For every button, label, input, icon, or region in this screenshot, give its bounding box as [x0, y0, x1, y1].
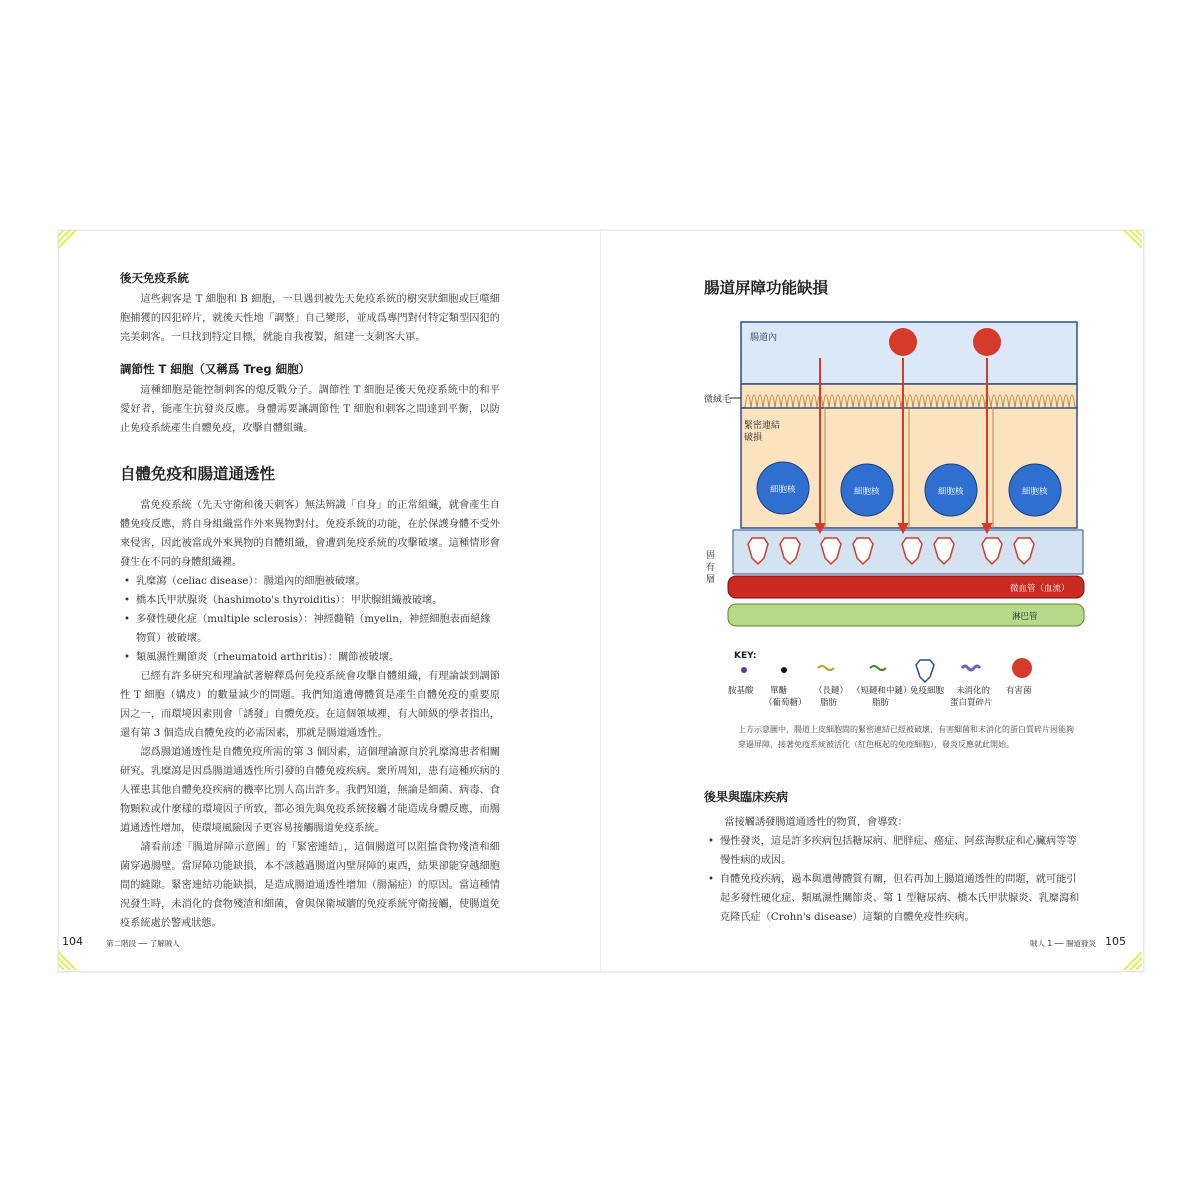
svg-text:（葡萄糖）: （葡萄糖） — [764, 698, 807, 708]
short-chain-fat-icon — [870, 666, 886, 670]
list-item: • 自體免疫疾病，過本與遺傳體質有關，但若再加上腸道通透性的問題，就可能引起多發性硬化症、類風濕性關節炎、第 1 型糖尿病、橋本氏甲狀腺炎、乳糜瀉和克隆氏症（Crohn's disease）這類的自體免疫性疾病。 — [704, 870, 1084, 927]
paragraph-autoimmune-intro: 當免疫系統（先天守衛和後天刺客）無法辨識「自身」的正常組織，就會產生自體免疫反應，將自身組織當作外來異物對付。免疫系統的功能，在於保護身體不受外來侵害，因此被當成外來異物的自體組織，會遭到免疫系統的攻擊破壞。這種情形會發生在不同的身體組織裡。 — [120, 500, 500, 568]
running-head-right: 賊人 1 ── 腸道發炎 — [1030, 939, 1096, 948]
subsection-title-adaptive: 後天免疫系統 — [120, 271, 189, 285]
page-gutter — [600, 230, 601, 970]
key-item-label: 有害菌 — [1006, 686, 1032, 696]
paragraph-consequences-intro: 當接觸誘發腸道通透性的物質，會導致： — [724, 817, 908, 828]
list-item: • 多發性硬化症（multiple sclerosis）：神經髓鞘（myelin，神經細胞表面絕緣物質）被破壞。 — [120, 610, 500, 648]
blood-label: 微血管（血流） — [1010, 584, 1070, 594]
svg-text:層: 層 — [706, 575, 716, 585]
key-label: KEY: — [734, 651, 757, 661]
gut-barrier-diagram — [700, 318, 1090, 718]
figure-caption: 上方示意圖中，腸道上皮細胞間的緊密連結已經被破壞，有害細菌和未消化的蛋白質碎片因能夠穿過屏障，接著免疫系統被活化（紅色框起的免疫細胞），發炎反應就此開始。 — [738, 725, 1074, 749]
svg-text:破損: 破損 — [744, 433, 763, 443]
glucose-icon — [781, 667, 787, 673]
page-number-right: 105 — [1105, 935, 1126, 948]
list-item: • 類風濕性關節炎（rheumatoid arthritis）：關節被破壞。 — [120, 648, 500, 667]
left-page — [120, 270, 500, 933]
lumen-label: 腸道內 — [750, 333, 778, 343]
paragraph-permeability: 認爲腸道通透性是自體免疫所需的第 3 個因素，這個理論源自於乳糜瀉患者相關研究。乳糜瀉是因爲腸道通透性所引發的自體免疫疾病。衆所周知，患有這種疾病的人罹患其他自體免疫疾病的機率比別人高出許多。我們知道，無論是細菌、病毒、食物顆粒或什麼樣的環境因子所致，都必須先與免疫系統接觸才能造成身體反應，而腸道通透性增加，使環境風險因子更容易接觸腸道免疫系統。 — [120, 747, 500, 834]
nucleus-label: 細胞核 — [854, 487, 880, 497]
key-item-label: （長鏈） — [814, 686, 849, 696]
right-page-header — [704, 276, 1084, 310]
key-item-label: 胺基酸 — [728, 686, 754, 696]
right-page-body — [704, 788, 1084, 927]
paragraph-treg: 這種細胞是能控制刺客的熄反戰分子。調節性 T 細胞是後天免疫系統中的和平愛好者，能產生抗發炎反應。身體需要讓調節性 T 細胞和刺客之間達到平衡，以防止免疫系統產生自體免疫，攻擊自體組織。 — [120, 385, 500, 434]
paragraph-adaptive: 這些刺客是 T 細胞和 B 細胞，一旦遇到被先天免疫系統的樹突狀細胞或巨噬細胞捕獲的囚犯碎片，就後天性地「調整」自己變形，並成爲專門對付特定類型囚犯的完美刺客。一旦找到特定目標，就能自我複製，組建一支刺客大軍。 — [120, 294, 500, 343]
corner-stripes-top-right — [1120, 230, 1142, 252]
list-item: • 乳糜瀉（celiac disease）：腸道內的細胞被破壞。 — [120, 572, 500, 591]
corner-stripes-bottom-left — [58, 948, 80, 970]
svg-text:脂肪: 脂肪 — [820, 698, 838, 708]
list-item: • 慢性發炎，這是許多疾病包括糖尿病、肥胖症、癌症、阿茲海默症和心臟病等等慢性病的成因。 — [704, 832, 1084, 870]
key-item-label: 未消化的 — [956, 686, 991, 696]
corner-stripes-bottom-right — [1120, 948, 1142, 970]
page-number-left: 104 — [62, 935, 83, 948]
paragraph-theory: 已經有許多研究和理論試著解釋爲何免疫系統會攻擊自體組織，有理論談到調節性 T 細胞（媾皮）的數量減少的問題。我們知道遺傳體質是產生自體免疫的重要原因之一，而環境因素則會「誘發」自體免疫。在這個領域裡，有大師級的學者指出，還有第 3 個造成自體免疫的必需因素，那就是腸道通透性。 — [120, 671, 500, 739]
tight-junction-label: 緊密連結 — [744, 421, 781, 431]
subsection-title-treg: 調節性 T 細胞（又稱爲 Treg 細胞） — [120, 362, 311, 376]
svg-text:脂肪: 脂肪 — [872, 698, 890, 708]
harmful-bacteria-icon — [1012, 658, 1032, 678]
nucleus-label: 細胞核 — [1022, 487, 1048, 497]
running-head-left: 第二階段 ── 了解賊人 — [106, 939, 180, 948]
svg-text:蛋白質碎片: 蛋白質碎片 — [950, 698, 993, 708]
immune-cell-icon — [916, 660, 934, 682]
nucleus-label: 細胞核 — [938, 487, 964, 497]
nucleus-label: 細胞核 — [770, 485, 796, 495]
list-item: • 橋本氏甲狀腺炎（hashimoto's thyroiditis）：甲狀腺組織被破壞。 — [120, 591, 500, 610]
microvilli-label: 微絨毛 — [704, 395, 732, 405]
key-item-label: 免疫細胞 — [910, 686, 945, 696]
microvilli-shape — [745, 395, 1075, 408]
paragraph-tight-junction: 請看前述「腸道屏障示意圖」的「緊密連結」，這個腸道可以阻擋食物殘渣和細菌穿過腸壁。當屏障功能缺損，本不該越過腸道內壁屏障的東西，結果卻能穿越細胞間的縫隙。緊密連結功能缺損，是造成腸道通透性增加（腸漏症）的原因。當這種情況發生時，未消化的食物殘渣和細菌，會與保衛城牆的免疫系統守衛接觸，使腸道免疫系統處於警戒狀態。 — [120, 842, 500, 929]
lymph-label: 淋巴管 — [1012, 612, 1038, 622]
amino-acid-icon — [741, 667, 747, 673]
key-item-label: 單醣 — [770, 686, 788, 696]
protein-fragment-icon — [962, 666, 980, 670]
section-title-autoimmune: 自體免疫和腸道通透性 — [120, 465, 276, 483]
figure-title: 腸道屏障功能缺損 — [704, 279, 829, 297]
section-title-consequences: 後果與臨床疾病 — [704, 790, 789, 804]
long-chain-fat-icon — [818, 666, 834, 670]
lamina-label: 固 — [706, 551, 716, 561]
autoimmune-list — [120, 572, 500, 667]
key-item-label: （短鏈和中鏈） — [852, 686, 912, 696]
figure-caption-block — [738, 722, 1078, 752]
corner-stripes-top-left — [58, 230, 80, 252]
svg-text:有: 有 — [706, 563, 716, 573]
gut-barrier-svg — [700, 318, 1090, 718]
consequences-list — [704, 832, 1084, 927]
